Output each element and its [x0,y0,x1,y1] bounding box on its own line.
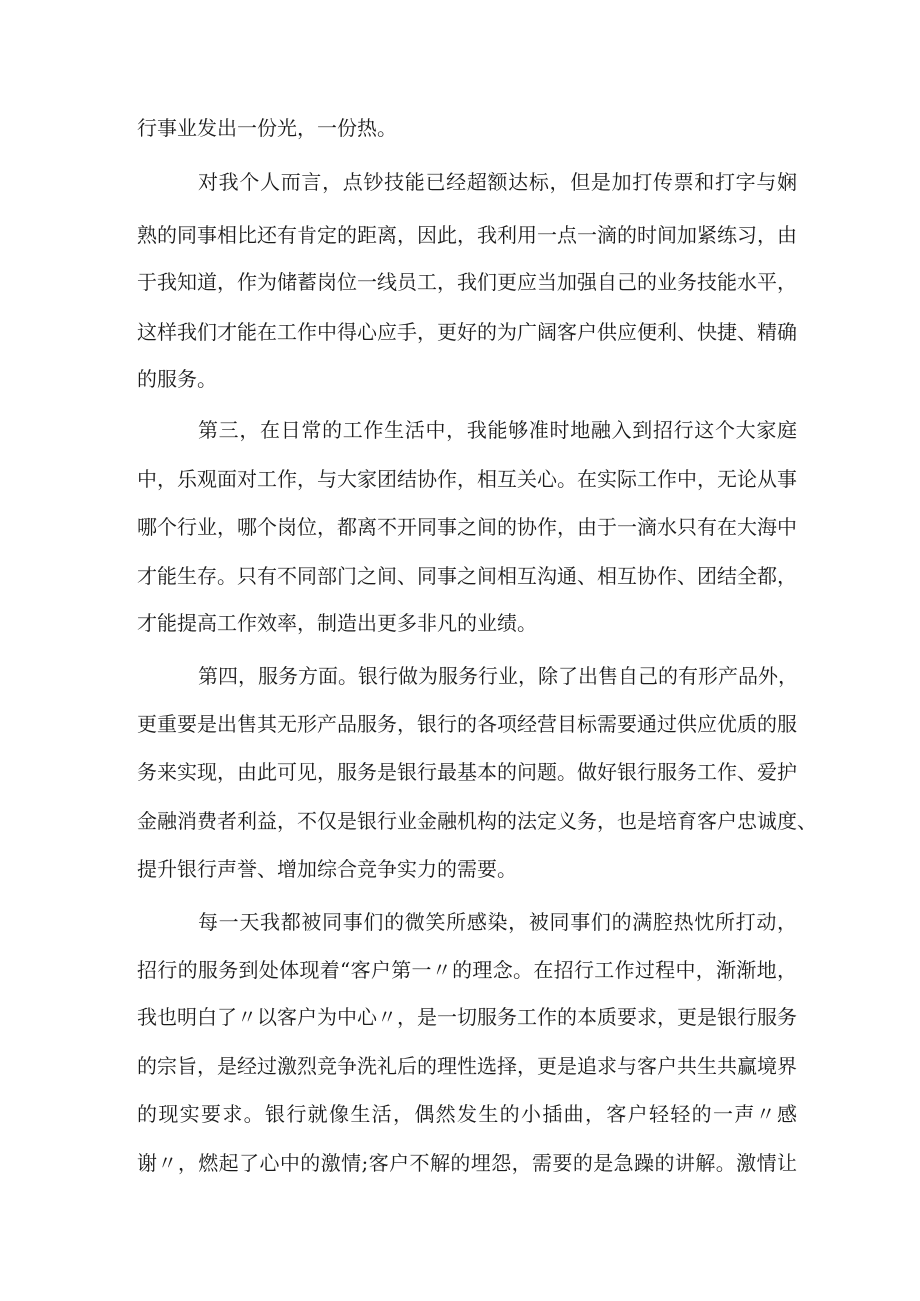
text-line: 行事业发出一份光，一份热。 [137,116,397,140]
text-line: 更重要是出售其无形产品服务，银行的各项经营目标需要通过供应优质的服 [137,712,797,736]
text-line: 才能提高工作效率，制造出更多非凡的业绩。 [137,611,537,635]
text-line: 的服务。 [137,367,217,391]
text-line: 于我知道，作为储蓄岗位一线员工，我们更应当加强自己的业务技能水平， [137,270,797,294]
text-line: 中，乐观面对工作，与大家团结协作，相互关心。在实际工作中，无论从事 [137,467,797,491]
paragraph-first-line: 第四，服务方面。银行做为服务行业，除了出售自己的有形产品外， [198,664,798,688]
text-line: 这样我们才能在工作中得心应手，更好的为广阔客户供应便利、快捷、精确 [137,320,797,344]
text-line: 谢〃，燃起了心中的激情;客户不解的埋怨，需要的是急躁的讲解。激情让 [137,1151,797,1175]
text-line: 我也明白了〃以客户为中心〃，是一切服务工作的本质要求，更是银行服务 [137,1005,797,1029]
text-line: 才能生存。只有不同部门之间、同事之间相互沟通、相互协作、团结全都， [137,564,797,588]
text-line: 招行的服务到处体现着“客户第一〃的理念。在招行工作过程中，渐渐地， [137,958,797,982]
text-line: 哪个行业，哪个岗位，都离不开同事之间的协作，由于一滴水只有在大海中 [137,515,797,539]
paragraph-first-line: 第三，在日常的工作生活中，我能够准时地融入到招行这个大家庭 [198,418,797,442]
text-line: 提升银行声誉、增加综合竞争实力的需要。 [137,857,517,881]
text-line: 熟的同事相比还有肯定的距离，因此，我利用一点一滴的时间加紧练习，由 [137,223,797,247]
text-line: 的现实要求。银行就像生活，偶然发生的小插曲，客户轻轻的一声〃感 [137,1102,797,1126]
paragraph-first-line: 每一天我都被同事们的微笑所感染，被同事们的满腔热忱所打动， [198,910,797,934]
paragraph-first-line: 对我个人而言，点钞技能已经超额达标，但是加打传票和打字与娴 [198,170,797,194]
text-line: 的宗旨，是经过激烈竞争洗礼后的理性选择，更是追求与客户共生共赢境界 [137,1054,797,1078]
text-line: 金融消费者利益，不仅是银行业金融机构的法定义务，也是培育客户忠诚度、 [137,809,817,833]
text-line: 务来实现，由此可见，服务是银行最基本的问题。做好银行服务工作、爱护 [137,760,797,784]
